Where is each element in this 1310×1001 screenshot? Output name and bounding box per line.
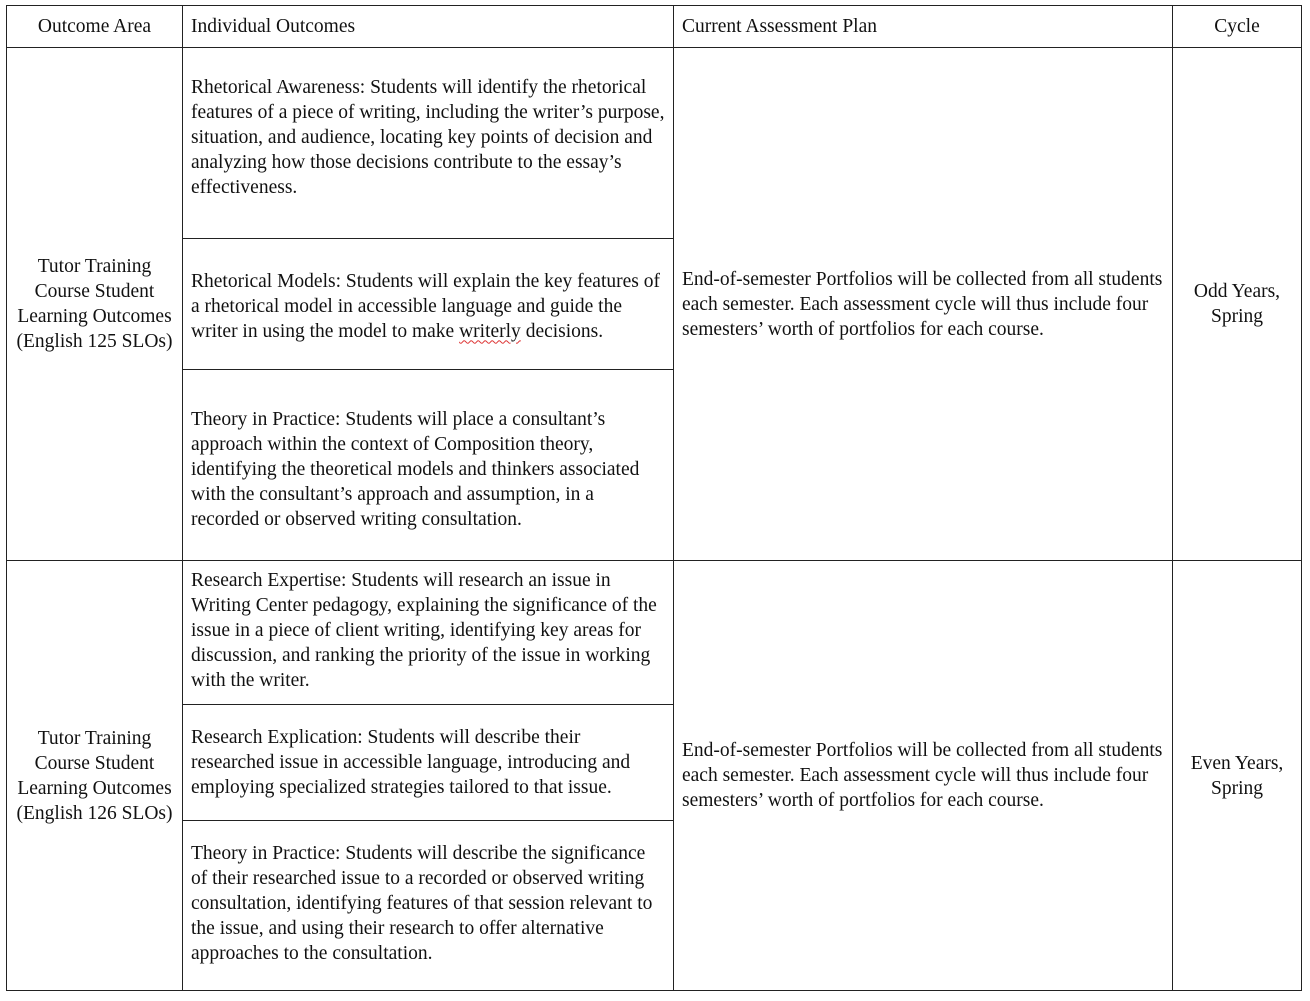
cycle-cell: Even Years, Spring — [1173, 561, 1302, 991]
outcome-cell: Theory in Practice: Students will describe the significance of their researched issue to a recorded or observed writing consultation, identifying features of that session relevant to the issue, and using their research to offer alternative approaches to the consultation. — [183, 821, 674, 991]
outcome-cell: Research Expertise: Students will research an issue in Writing Center pedagogy, explaining the significance of the issue in a piece of client writing, identifying key areas for discussion, and ranking the priority of the issue in working with the writer. — [183, 561, 674, 705]
header-row — [7, 6, 1302, 48]
outcome-text-tail: decisions. — [520, 320, 604, 342]
cycle-cell: Odd Years, Spring — [1173, 48, 1302, 561]
table-row — [7, 48, 1302, 239]
outcome-area-cell: Tutor Training Course Student Learning Outcomes (English 125 SLOs) — [7, 48, 183, 561]
outcome-area-cell: Tutor Training Course Student Learning Outcomes (English 126 SLOs) — [7, 561, 183, 991]
assessment-plan-cell: End-of-semester Portfolios will be collected from all students each semester. Each assessment cycle will thus include four semesters’ worth of portfolios for each course. — [674, 561, 1173, 991]
assessment-table — [6, 5, 1302, 991]
table-row — [7, 561, 1302, 705]
header-outcome-area: Outcome Area — [7, 6, 183, 48]
outcome-cell — [183, 239, 674, 370]
outcome-cell: Rhetorical Awareness: Students will identify the rhetorical features of a piece of writing, including the writer’s purpose, situation, and audience, locating key points of decision and analyzing how those decisions contribute to the essay’s effectiveness. — [183, 48, 674, 239]
outcome-cell: Theory in Practice: Students will place a consultant’s approach within the context of Composition theory, identifying the theoretical models and thinkers associated with the consultant’s approach and assumption, in a recorded or observed writing consultation. — [183, 370, 674, 561]
header-assessment-plan: Current Assessment Plan — [674, 6, 1173, 48]
assessment-plan-cell: End-of-semester Portfolios will be collected from all students each semester. Each assessment cycle will thus include four semesters’ worth of portfolios for each course. — [674, 48, 1173, 561]
outcome-text: Rhetorical Models: Students will explain the key features of a rhetorical model in accessible language and guide the writer in using the model to make — [191, 270, 660, 342]
outcome-cell: Research Explication: Students will describe their researched issue in accessible language, introducing and employing specialized strategies tailored to that issue. — [183, 705, 674, 821]
header-individual-outcomes: Individual Outcomes — [183, 6, 674, 48]
header-cycle: Cycle — [1173, 6, 1302, 48]
spellcheck-word: writerly — [459, 320, 521, 342]
